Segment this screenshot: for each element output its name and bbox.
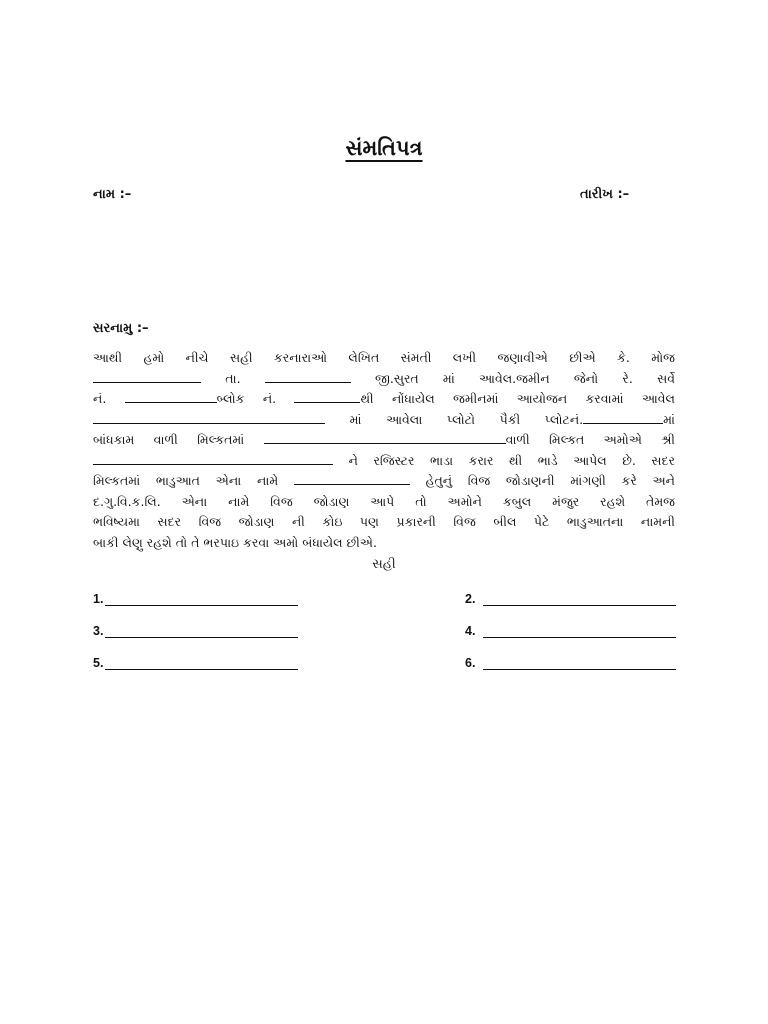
paragraph-line (93, 430, 675, 451)
consent-paragraph (93, 348, 675, 553)
plot-number-blank[interactable] (583, 410, 663, 424)
paragraph-text: જી.સુરત માં આવેલ.જમીન જેનો રે. સર્વે (375, 370, 675, 386)
date-label: તારીખ :– (580, 187, 630, 202)
paragraph-text: બાંધકામ વાળી મિલ્કતમાં (93, 432, 245, 447)
paragraph-text: બ્લોક નં. (216, 391, 277, 406)
name-label: નામ :– (93, 187, 132, 202)
signature-blank[interactable] (483, 625, 676, 638)
paragraph-text: ભવિષ્યમા સદર વિજ જોડાણ ની કોઇ પણ પ્રકારની વિજ બીલ પેટે ભાડુઆતના નામની (93, 514, 675, 529)
signature-number: 1. (93, 592, 104, 606)
construction-blank[interactable] (264, 430, 506, 444)
signature-number: 4. (465, 624, 476, 638)
signature-number: 2. (465, 592, 476, 606)
signature-line-2[interactable] (465, 592, 676, 606)
address-label: સરનામુ :– (93, 321, 149, 336)
survey-number-blank[interactable] (125, 389, 217, 403)
paragraph-text: મિલ્કતમાં ભાડુઆત એના નામે (93, 473, 279, 488)
purpose-blank[interactable] (294, 471, 410, 485)
paragraph-text: હેતુનું વિજ જોડાણની માંગણી કરે અને (425, 473, 675, 488)
scheme-blank[interactable] (93, 410, 325, 424)
paragraph-text: નં. (93, 391, 107, 406)
paragraph-text: બાકી લેણુ રહશે તો તે ભરપાઇ કરવા અમો બંધાયેલ છીએ. (93, 534, 377, 550)
paragraph-text: તા. (225, 370, 241, 386)
signature-blank[interactable] (105, 593, 298, 606)
paragraph-line (93, 533, 675, 554)
signature-number: 3. (93, 624, 104, 638)
paragraph-text: ને રજિસ્ટર ભાડા કરાર થી ભાડે આપેલ છે. સદર (348, 452, 675, 468)
signature-blank[interactable] (483, 657, 676, 670)
paragraph-line (93, 410, 675, 431)
title-text: સંમતિપત્ર (345, 136, 423, 160)
paragraph-line (93, 348, 675, 369)
signature-heading: સહી (372, 557, 396, 572)
tenant-name-blank[interactable] (93, 451, 333, 465)
village-blank[interactable] (93, 369, 201, 383)
paragraph-line (93, 471, 675, 492)
paragraph-text: વાળી મિલ્કત અમોએ શ્રી (505, 432, 675, 447)
signature-number: 5. (93, 656, 104, 670)
document-title (0, 136, 768, 161)
signature-line-1[interactable] (93, 592, 298, 606)
paragraph-text: થી નોંધાયેલ જમીનમાં આયોજન કરવામાં આવેલ (360, 391, 675, 406)
paragraph-line (93, 369, 675, 390)
block-number-blank[interactable] (294, 389, 360, 403)
taluka-blank[interactable] (265, 369, 351, 383)
signature-number: 6. (465, 656, 476, 670)
paragraph-line (93, 451, 675, 472)
signature-line-6[interactable] (465, 656, 676, 670)
signature-blank[interactable] (483, 593, 676, 606)
paragraph-line (93, 389, 675, 410)
signature-line-3[interactable] (93, 624, 298, 638)
signature-line-5[interactable] (93, 656, 298, 670)
signature-line-4[interactable] (465, 624, 676, 638)
paragraph-text: આથી હમો નીચે સહી કરનારાઓ લેખિત સંમતી લખી જણાવીએ છીએ કે. મોજ (93, 350, 675, 365)
signature-blank[interactable] (105, 657, 298, 670)
paragraph-text: માં આવેલા પ્લોટો પૈકી પ્લોટનં. (349, 411, 584, 427)
paragraph-line (93, 492, 675, 513)
paragraph-text: દ.ગુ.વિ.ક.લિ. એના નામે વિજ જોડાણ આપે તો અમોને કબુલ મંજુર રહશે તેમજ (93, 493, 675, 509)
paragraph-text: માં (663, 411, 675, 427)
signature-blank[interactable] (105, 625, 298, 638)
paragraph-line (93, 512, 675, 533)
